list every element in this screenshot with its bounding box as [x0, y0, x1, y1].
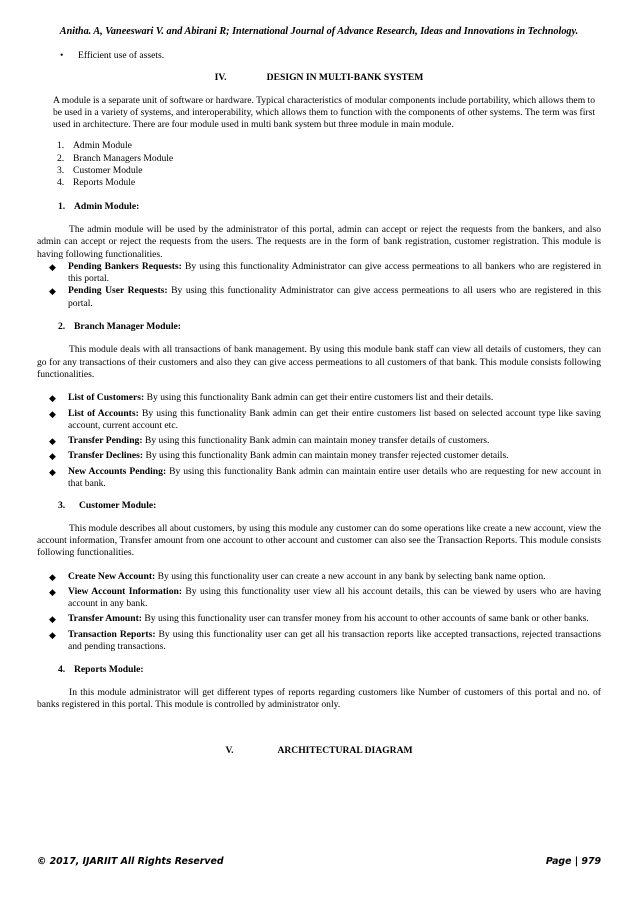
list-item: [37, 571, 601, 583]
item-text: By using this functionality Bank admin can get their entire customers list and their details.: [144, 392, 494, 404]
list-item: [37, 50, 601, 62]
subsection-number: 3.: [58, 500, 66, 512]
diamond-bullet-icon: ◆: [49, 436, 56, 447]
item-title: List of Accounts:: [68, 407, 139, 419]
page-footer: [37, 856, 601, 867]
list-item: [37, 435, 601, 447]
list-number: 3.: [57, 165, 65, 177]
section-heading-iv: [37, 72, 601, 84]
list-label: Reports Module: [73, 177, 136, 189]
section-number: IV.: [214, 72, 227, 84]
diamond-bullet-icon: ◆: [49, 571, 56, 582]
diamond-bullet-icon: ◆: [49, 408, 56, 419]
journal-header: Anitha. A, Vaneeswari V. and Abirani R; International Journal of Advance Research, Ideas and Innovations in Technology.: [59, 26, 579, 37]
diamond-bullet-icon: ◆: [49, 286, 56, 297]
subsection-number: 1.: [58, 200, 66, 212]
list-number: 1.: [57, 140, 65, 152]
item-text: By using this functionality Administrator can give access permeations to all users who are registered in this portal.: [68, 285, 601, 309]
item-text: By using this functionality Bank admin can get their entire customers list based on selected account type like saving account, current account etc.: [68, 407, 601, 431]
item-text: By using this functionality Bank admin can maintain entire user details who are requesting for new account in that bank.: [68, 465, 601, 490]
subsection-heading-reports: [37, 664, 601, 676]
intro-paragraph: A module is a separate unit of software or hardware. Typical characteristics of modular components include portability, which allows them to be used in a variety of systems, and interoperability, which allows them to function with the components of other systems. The term was first used in architecture. There are four module used in multi bank system but three module in main module.: [53, 94, 596, 131]
diamond-bullet-icon: ◆: [49, 466, 56, 477]
list-label: Branch Managers Module: [73, 152, 174, 164]
subsection-heading-branch: [37, 321, 601, 333]
list-item: [53, 177, 601, 189]
subsection-title: Admin Module:: [74, 200, 140, 212]
diamond-bullet-icon: ◆: [49, 261, 56, 272]
item-text: By using this functionality user can transfer money from his account to other accounts of same bank or other banks.: [142, 613, 589, 625]
subsection-title: Branch Manager Module:: [74, 321, 181, 333]
list-item: [53, 153, 601, 165]
bullet-dot-icon: •: [60, 50, 64, 61]
copyright-text: © 2017, IJARIIT All Rights Reserved: [37, 856, 224, 867]
list-item: [37, 586, 601, 611]
diamond-bullet-icon: ◆: [49, 393, 56, 404]
admin-paragraph: The admin module will be used by the administrator of this portal, admin can accept or reject the requests from the bankers, and also admin can accept or reject the requests from the users. The requests are in the form of bank registration, customer registration. This module is having following functionalities.: [37, 223, 601, 260]
subsection-number: 2.: [58, 321, 66, 333]
list-item: [37, 450, 601, 462]
list-number: 2.: [57, 152, 65, 164]
list-item: [37, 285, 601, 310]
branch-paragraph: This module deals with all transactions of bank management. By using this module bank staff can view all details of customers, they can go for any transactions of their customers and also they can give access permeations to all customers of that bank. This module consists following functionalities.: [37, 344, 601, 380]
subsection-title: Reports Module:: [74, 664, 144, 676]
bullet-text: Efficient use of assets.: [78, 50, 165, 61]
item-text: By using this functionality user can create a new account in any bank by selecting bank name option.: [155, 570, 546, 582]
list-item: [53, 165, 601, 177]
item-text: By using this functionality Bank admin can maintain money transfer rejected customer details.: [143, 450, 509, 462]
section-heading-v: [37, 745, 601, 757]
item-title: Create New Account:: [68, 570, 156, 582]
module-list: [37, 140, 601, 189]
reports-paragraph: In this module administrator will get different types of reports regarding customers like Number of customers of this portal and no. of banks registered in this portal. This module is controlled by administrator only.: [37, 686, 601, 710]
page-number: Page | 979: [545, 856, 601, 867]
list-item: [53, 140, 601, 152]
item-text: By using this functionality Bank admin can maintain money transfer details of customers.: [142, 435, 490, 447]
list-item: [37, 613, 601, 625]
section-number: V.: [225, 745, 234, 757]
diamond-bullet-icon: ◆: [49, 451, 56, 462]
item-title: Transfer Declines:: [68, 450, 144, 462]
list-item: [37, 466, 601, 491]
subsection-number: 4.: [58, 664, 66, 676]
list-item: [37, 392, 601, 404]
subsection-title: Customer Module:: [79, 500, 157, 512]
list-number: 4.: [57, 177, 65, 189]
subsection-heading-customer: [37, 500, 601, 512]
item-text: By using this functionality user can get all his transaction reports like accepted transactions, rejected transactions and pending transactions.: [68, 628, 601, 652]
list-label: Customer Module: [73, 165, 143, 177]
list-item: [37, 261, 601, 286]
item-text: By using this functionality Administrator can give access permeations to all bankers who are registered in this portal.: [68, 260, 601, 285]
customer-paragraph: This module describes all about customers, by using this module any customer can do some operations like create a new account, view the account information, Transfer amount from one account to other account and customer can also see the Transaction Reports. This module consists following functionalities.: [37, 522, 601, 559]
list-item: [37, 629, 601, 654]
item-title: List of Customers:: [68, 392, 145, 404]
section-title: ARCHITECTURAL DIAGRAM: [277, 745, 413, 757]
item-title: Pending Bankers Requests:: [68, 260, 182, 272]
diamond-bullet-icon: ◆: [49, 629, 56, 640]
diamond-bullet-icon: ◆: [49, 614, 56, 625]
diamond-bullet-icon: ◆: [49, 586, 56, 597]
item-title: Transaction Reports:: [68, 628, 156, 640]
item-text: By using this functionality user view all his account details, this can be viewed by users who are having account in any bank.: [68, 585, 602, 610]
page-content: [37, 50, 601, 757]
item-title: Transfer Amount:: [68, 613, 142, 625]
item-title: New Accounts Pending:: [68, 465, 167, 477]
section-title: DESIGN IN MULTI-BANK SYSTEM: [266, 72, 424, 84]
item-title: Transfer Pending:: [68, 435, 143, 447]
item-title: View Account Information:: [68, 585, 183, 597]
item-title: Pending User Requests:: [68, 285, 168, 297]
list-label: Admin Module: [73, 140, 132, 152]
list-item: [37, 408, 601, 433]
subsection-heading-admin: [37, 201, 601, 213]
